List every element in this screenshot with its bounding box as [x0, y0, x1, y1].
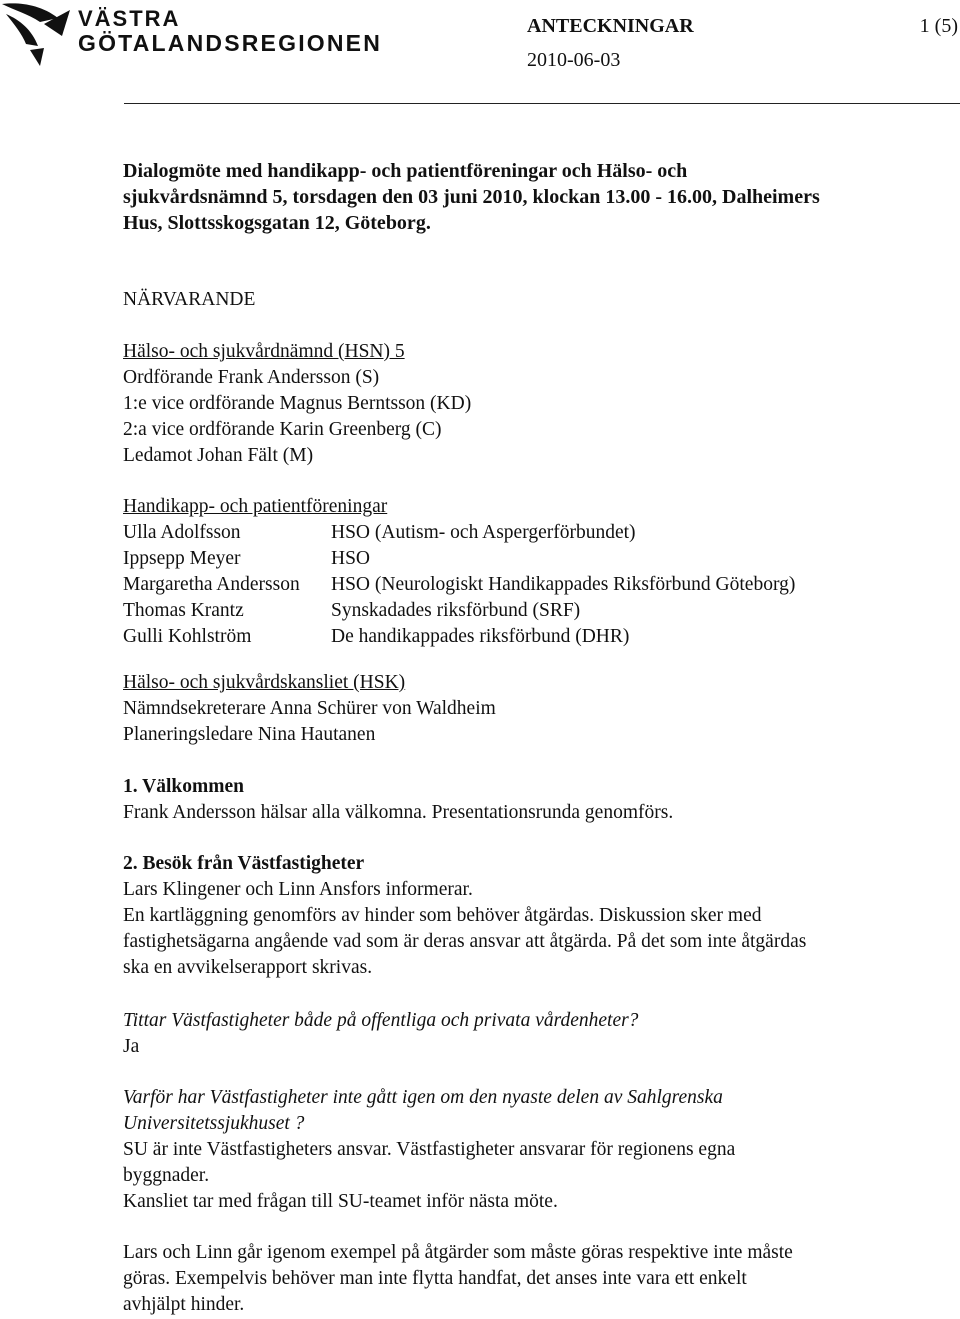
hsn-member: Ledamot Johan Fält (M): [123, 445, 314, 466]
closing-line: göras. Exempelvis behöver man inte flytta handfat, det anses inte vara ett enkelt: [123, 1268, 747, 1289]
item-2-line: fastighetsägarna angående vad som är deras ansvar att åtgärda. På det som inte åtgärdas: [123, 931, 807, 952]
attendee-organization: HSO (Autism- och Aspergerförbundet): [331, 522, 636, 543]
logo-line-2: GÖTALANDSREGIONEN: [78, 30, 383, 56]
attendee-organization: Synskadades riksförbund (SRF): [331, 600, 581, 621]
hsk-heading: Hälso- och sjukvårdskansliet (HSK): [123, 672, 406, 693]
vgr-sail-logo-icon: [0, 0, 76, 70]
attendee-organization: De handikappades riksförbund (DHR): [331, 626, 630, 647]
hsn-member: 1:e vice ordförande Magnus Berntsson (KD): [123, 393, 472, 414]
item-2-line: En kartläggning genomförs av hinder som behöver åtgärdas. Diskussion sker med: [123, 905, 762, 926]
header-divider: [124, 103, 960, 104]
item-2-line: Lars Klingener och Linn Ansfors informerar.: [123, 879, 473, 900]
item-2-heading: 2. Besök från Västfastigheter: [123, 853, 365, 874]
closing-line: avhjälpt hinder.: [123, 1294, 245, 1315]
associations-heading: Handikapp- och patientföreningar: [123, 496, 388, 517]
question: Tittar Västfastigheter både på offentliga och privata vårdenheter?: [123, 1010, 639, 1031]
attendee-organization: HSO: [331, 548, 371, 569]
meeting-title-line: Dialogmöte med handikapp- och patientföreningar och Hälso- och: [123, 160, 688, 182]
document-type: ANTECKNINGAR: [527, 15, 694, 37]
meeting-title-line: sjukvårdsnämnd 5, torsdagen den 03 juni 2010, klockan 13.00 - 16.00, Dalheimers: [123, 186, 820, 208]
attendee-name: Margaretha Andersson: [123, 574, 300, 595]
answer: Kansliet tar med frågan till SU-teamet inför nästa möte.: [123, 1191, 558, 1212]
item-2-line: ska en avvikelserapport skrivas.: [123, 957, 373, 978]
answer: byggnader.: [123, 1165, 210, 1186]
attendee-name: Gulli Kohlström: [123, 626, 252, 647]
attendee-name: Ippsepp Meyer: [123, 548, 241, 569]
attendance-heading: NÄRVARANDE: [123, 289, 256, 310]
hsk-member: Planeringsledare Nina Hautanen: [123, 724, 376, 745]
answer: SU är inte Västfastigheters ansvar. Västfastigheter ansvarar för regionens egna: [123, 1139, 736, 1160]
item-1-heading: 1. Välkommen: [123, 776, 244, 797]
hsn-heading: Hälso- och sjukvårdnämnd (HSN) 5: [123, 341, 405, 362]
meeting-title-line: Hus, Slottsskogsgatan 12, Göteborg.: [123, 212, 431, 234]
document-date: 2010-06-03: [527, 49, 621, 71]
question: Universitetssjukhuset ?: [123, 1113, 305, 1134]
attendee-organization: HSO (Neurologiskt Handikappades Riksförbund Göteborg): [331, 574, 796, 595]
hsk-member: Nämndsekreterare Anna Schürer von Waldheim: [123, 698, 496, 719]
answer: Ja: [123, 1036, 140, 1057]
page-number: 1 (5): [919, 15, 958, 37]
hsn-member: 2:a vice ordförande Karin Greenberg (C): [123, 419, 442, 440]
attendee-name: Ulla Adolfsson: [123, 522, 241, 543]
question: Varför har Västfastigheter inte gått igen om den nyaste delen av Sahlgrenska: [123, 1087, 723, 1108]
attendee-name: Thomas Krantz: [123, 600, 244, 621]
closing-line: Lars och Linn går igenom exempel på åtgärder som måste göras respektive inte måste: [123, 1242, 793, 1263]
logo-line-1: VÄSTRA: [78, 6, 181, 31]
organization-logo: [0, 0, 383, 70]
hsn-member: Ordförande Frank Andersson (S): [123, 367, 380, 388]
item-1-text: Frank Andersson hälsar alla välkomna. Presentationsrunda genomförs.: [123, 802, 674, 823]
